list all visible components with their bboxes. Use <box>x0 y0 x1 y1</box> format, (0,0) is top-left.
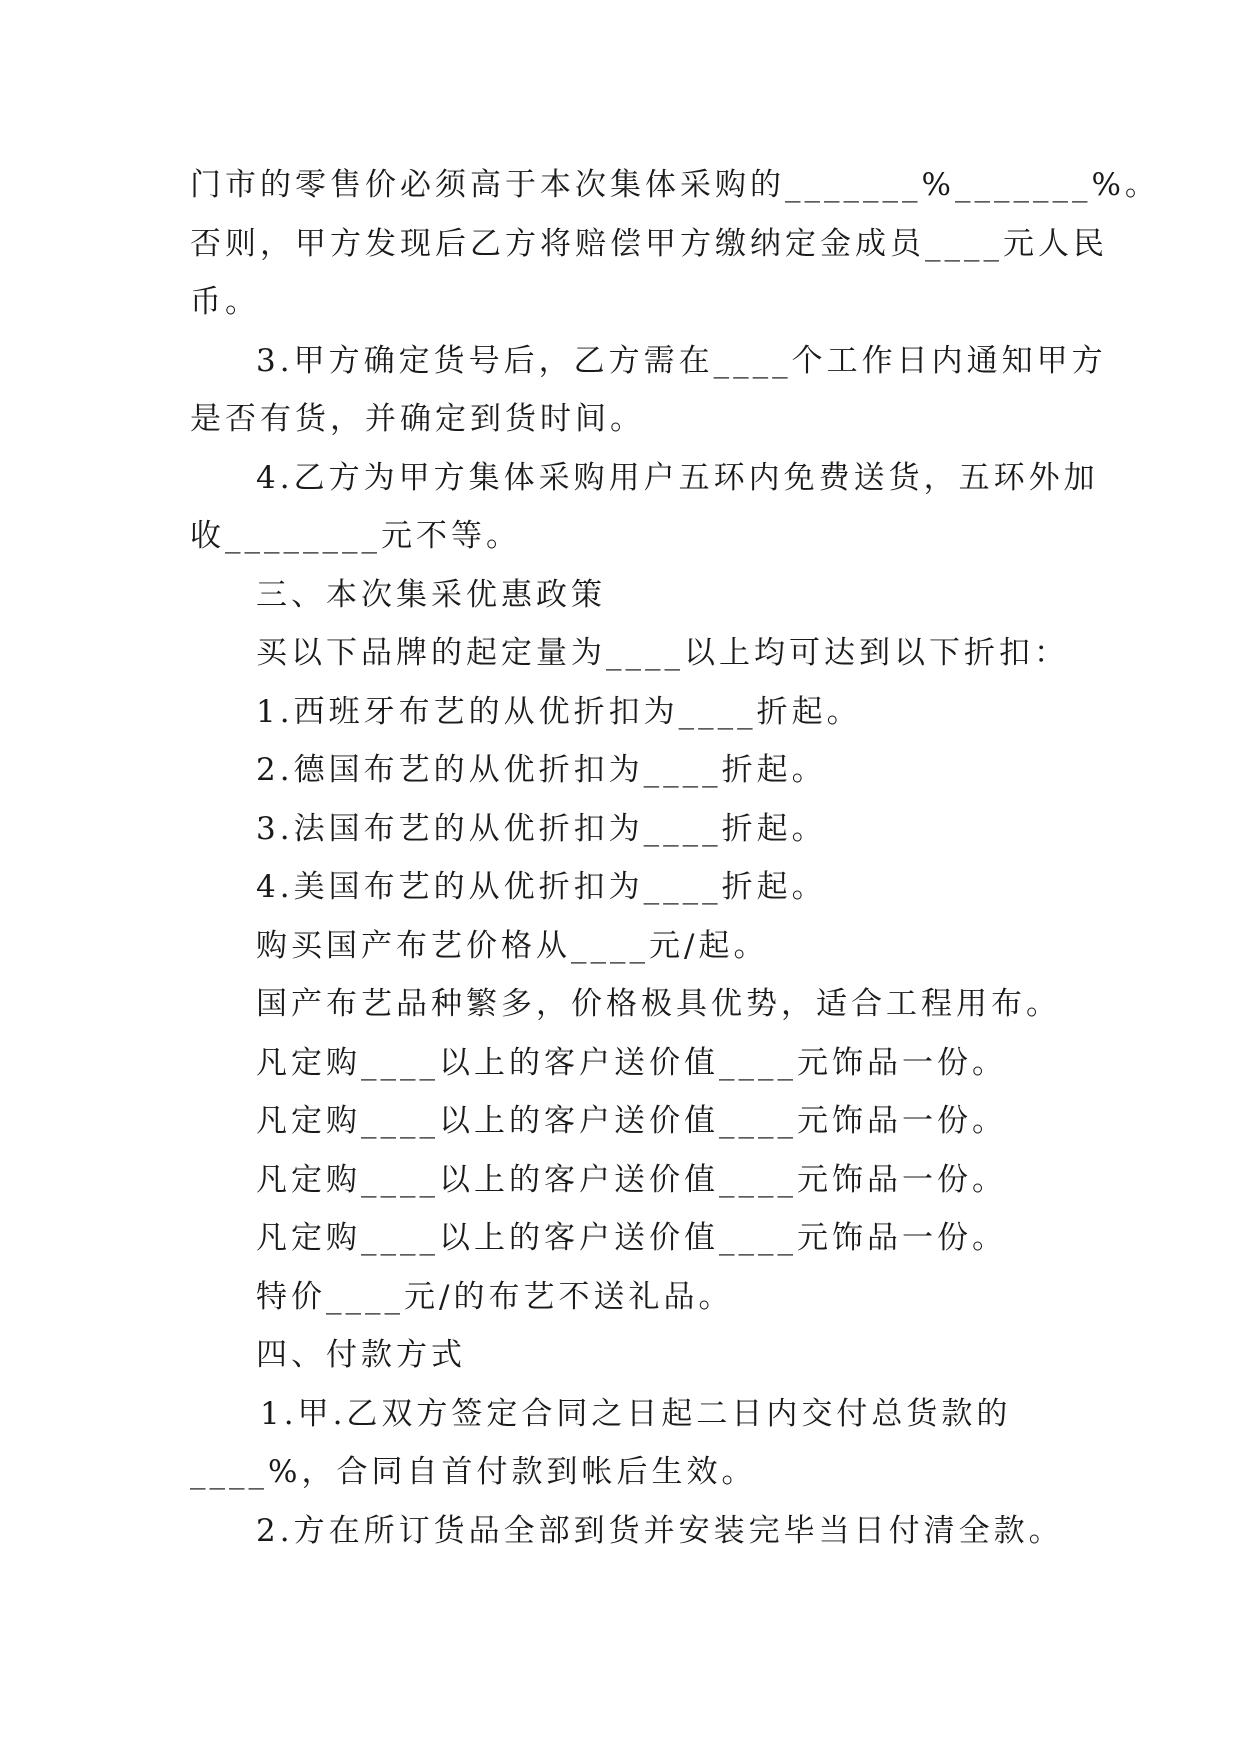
body-line: 否则，甲方发现后乙方将赔偿甲方缴纳定金成员____元人民 <box>190 225 1108 262</box>
body-line: 币。 <box>190 284 260 320</box>
body-line: 购买国产布艺价格从____元/起。 <box>256 927 769 964</box>
body-line: 特价____元/的布艺不送礼品。 <box>256 1278 734 1315</box>
list-item: 3.法国布艺的从优折扣为____折起。 <box>256 810 827 847</box>
body-line: ____%，合同自首付款到帐后生效。 <box>190 1454 757 1490</box>
body-line: 凡定购____以上的客户送价值____元饰品一份。 <box>256 1103 1007 1139</box>
body-line: 是否有货，并确定到货时间。 <box>190 401 645 437</box>
body-line: 收________元不等。 <box>190 518 521 554</box>
body-line: 国产布艺品种繁多，价格极具优势，适合工程用布。 <box>256 986 1061 1022</box>
list-item: 2.方在所订货品全部到货并安装完毕当日付清全款。 <box>256 1512 1064 1549</box>
list-item: 1.甲.乙双方签定合同之日起二日内交付总货款的 <box>260 1395 1012 1432</box>
list-item: 4.美国布艺的从优折扣为____折起。 <box>256 869 827 905</box>
body-line: 3.甲方确定货号后，乙方需在____个工作日内通知甲方 <box>256 342 1107 379</box>
body-line: 凡定购____以上的客户送价值____元饰品一份。 <box>256 1044 1007 1081</box>
list-item: 1.西班牙布艺的从优折扣为____折起。 <box>256 693 862 730</box>
list-item: 2.德国布艺的从优折扣为____折起。 <box>256 752 827 788</box>
body-line: 凡定购____以上的客户送价值____元饰品一份。 <box>256 1161 1007 1198</box>
section-heading: 三、本次集采优惠政策 <box>256 576 606 613</box>
body-line: 凡定购____以上的客户送价值____元饰品一份。 <box>256 1220 1007 1256</box>
body-line: 门市的零售价必须高于本次集体采购的_______%_______%。 <box>190 167 1160 203</box>
section-heading: 四、付款方式 <box>256 1337 466 1373</box>
body-line: 买以下品牌的起定量为____以上均可达到以下折扣： <box>256 635 1069 671</box>
body-line: 4.乙方为甲方集体采购用户五环内免费送货，五环外加 <box>256 459 1099 496</box>
document-body <box>190 156 1160 1560</box>
